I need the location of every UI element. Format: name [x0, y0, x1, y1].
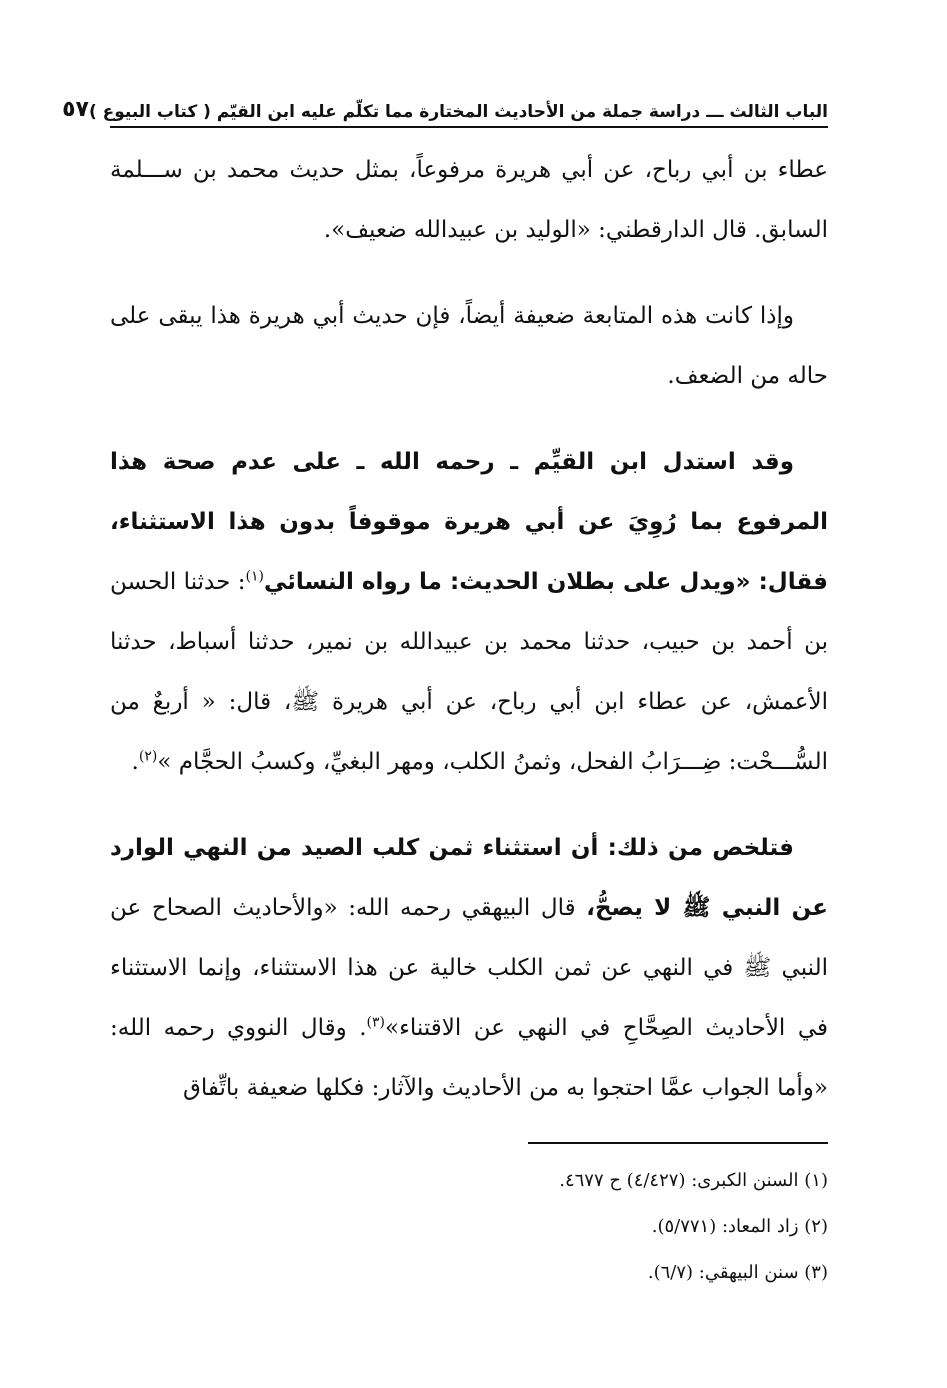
paragraph-3-end: .	[131, 749, 139, 775]
paragraph-4-end: . وقال النووي رحمه الله: «وأما الجواب عمَّا احتجوا به من الأحاديث والآثار: فكلها ضعيفة باتِّفاق	[110, 1015, 828, 1101]
footnote-divider	[528, 1142, 828, 1144]
paragraph-3-bold: وقد استدل ابن القيِّم ـ رحمه الله ـ على عدم صحة هذا المرفوع بما رُوِيَ عن أبي هريرة موقوفاً بدون هذا الاستثناء، فقال: «ويدل على بطلان الحديث: ما رواه النسائي	[110, 449, 828, 595]
footnote-1: (١) السنن الكبرى: (٤/٤٢٧) ح ٤٦٧٧.	[559, 1170, 828, 1191]
footnote-ref-2[interactable]: (٢)	[138, 748, 158, 765]
book-page	[62, 92, 828, 1292]
paragraph-4-bold: فتلخص من ذلك: أن استثناء ثمن كلب الصيد من النهي الوارد عن النبي ﷺ لا يصحُّ،	[110, 835, 828, 921]
paragraph-3-text: : حدثنا الحسن بن أحمد بن حبيب، حدثنا محمد بن عبيدالله بن نمير، حدثنا أسباط، حدثنا الأعمش، عن عطاء ابن أبي رباح، عن أبي هريرة ﷺ، قال: « أربعٌ من السُّـــحْت: ضِـــرَابُ الفحل، وثمنُ الكلب، ومهر البغيِّ، وكسبُ الحجَّام »	[110, 569, 828, 775]
paragraph-4-text: قال البيهقي رحمه الله: «والأحاديث الصحاح عن النبي ﷺ في النهي عن ثمن الكلب خالية عن هذا الاستثناء، وإنما الاستثناء في الأحاديث الصِحَّاحِ في النهي عن الاقتناء»	[110, 895, 828, 1041]
page-number: ٥٧	[62, 97, 89, 122]
footnote-3: (٣) سنن البيهقي: (٦/٧).	[647, 1262, 828, 1283]
footnote-ref-3[interactable]: (٣)	[366, 1014, 385, 1031]
paragraph-2: وإذا كانت هذه المتابعة ضعيفة أيضاً، فإن حديث أبي هريرة هذا يبقى على حاله من الضعف.	[110, 303, 828, 389]
chapter-title: الباب الثالث ـــ دراسة جملة من الأحاديث المختارة مما تكلّم عليه ابن القيّم ( كتاب البيوع )	[88, 102, 828, 122]
paragraph-3	[110, 432, 828, 792]
footnote-ref-1[interactable]: (١)	[245, 568, 264, 585]
paragraph-4	[110, 818, 828, 1118]
running-header	[62, 92, 828, 128]
paragraph-1: عطاء بن أبي رباح، عن أبي هريرة مرفوعاً، بمثل حديث محمد بن ســـلمة السابق. قال الدارقطني: «الوليد بن عبيدالله ضعيف».	[110, 157, 828, 243]
footnotes	[110, 1158, 828, 1296]
footnote-2: (٢) زاد المعاد: (٥/٧٧١).	[651, 1216, 828, 1237]
main-text	[110, 140, 828, 1144]
